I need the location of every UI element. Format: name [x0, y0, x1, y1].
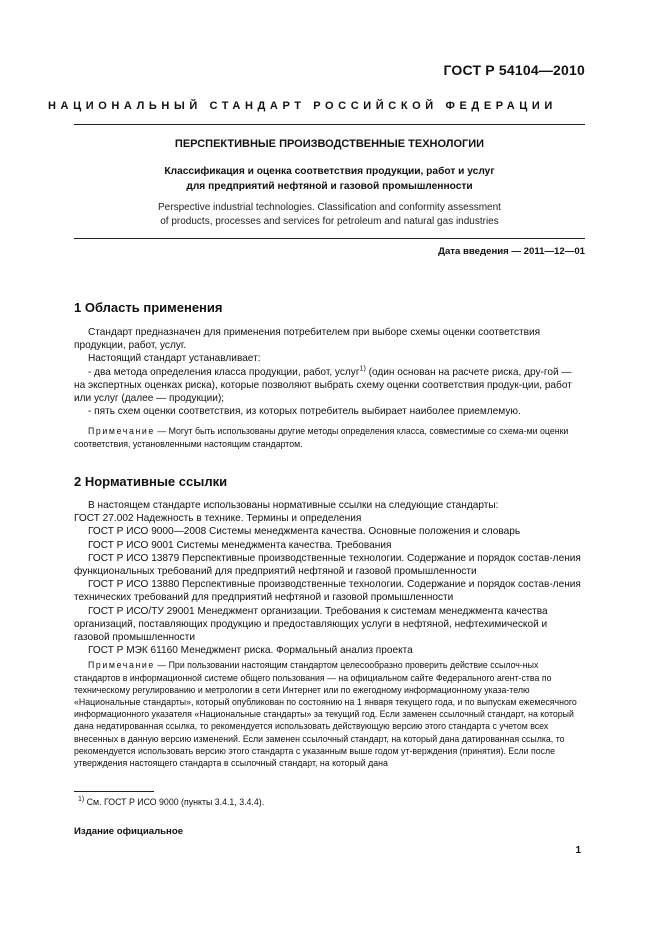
- section-1-paragraph: Настоящий стандарт устанавливает:: [88, 353, 261, 365]
- note-label: Примечание: [88, 660, 155, 671]
- english-title-line-2: of products, processes and services for petroleum and natural gas industries: [160, 216, 499, 227]
- reference-item: ГОСТ Р ИСО/ТУ 29001 Менеджмент организации. Требования к системам менеджмента качества организаций, поставляющих продукцию и предоставляющих услуги в нефтяной, нефтехимической и газовой промышленности: [74, 605, 548, 644]
- footnote-ref: 1): [359, 365, 366, 373]
- section-2-body: [74, 499, 585, 769]
- reference-item: ГОСТ Р ИСО 9000—2008 Системы менеджмента качества. Основные положения и словарь: [88, 526, 521, 538]
- english-title: [74, 201, 585, 229]
- reference-item: ГОСТ Р ИСО 13880 Перспективные производственные технологии. Содержание и порядок состав-ления технических требований для предприятий нефтяной и газовой промышленности: [74, 579, 581, 604]
- introduction-date: Дата введения — 2011—12—01: [438, 246, 585, 257]
- footnote-marker: 1): [78, 796, 85, 804]
- standard-number: ГОСТ Р 54104—2010: [443, 62, 585, 78]
- document-title: ПЕРСПЕКТИВНЫЕ ПРОИЗВОДСТВЕННЫЕ ТЕХНОЛОГИИ: [174, 138, 485, 150]
- national-standard-banner: НАЦИОНАЛЬНЫЙ СТАНДАРТ РОССИЙСКОЙ ФЕДЕРАЦИИ: [48, 100, 557, 112]
- footnote-text: См. ГОСТ Р ИСО 9000 (пункты 3.4.1, 3.4.4).: [84, 797, 265, 807]
- section-2-heading: 2 Нормативные ссылки: [74, 474, 228, 489]
- footnote-rule: [74, 791, 154, 792]
- document-subtitle: [74, 164, 585, 194]
- list-item-text: (один основан на расчете риска, дру-гой — на экспертных оценках риска), которые позволяют выбрать схему оценки соответствия продук-ции, работ или услуг (далее — продукции);: [74, 366, 572, 405]
- subtitle-line-1: Классификация и оценка соответствия продукции, работ и услуг: [164, 166, 495, 177]
- english-title-line-1: Perspective industrial technologies. Classification and conformity assessment: [158, 202, 501, 213]
- list-item-text: - два метода определения класса продукции, работ, услуг: [88, 366, 360, 378]
- section-1-paragraph: Стандарт предназначен для применения потребителем при выборе схемы оценки соответствия продукции, работ, услуг.: [74, 327, 541, 352]
- title-rule: [74, 238, 585, 239]
- note-text: — Могут быть использованы другие методы определения класса, совместимые со схема-ми оценки соответствия, установленными настоящим стандартом.: [74, 426, 569, 449]
- reference-item: ГОСТ Р МЭК 61160 Менеджмент риска. Формальный анализ проекта: [88, 645, 413, 657]
- reference-item: ГОСТ Р ИСО 9001 Системы менеджмента качества. Требования: [88, 539, 392, 551]
- footnote: [78, 797, 264, 807]
- edition-label: Издание официальное: [74, 826, 184, 837]
- note-label: Примечание: [88, 426, 155, 437]
- note-text: — При пользовании настоящим стандартом целесообразно проверить действие ссылоч-ных стандартов в информационной системе общего пользования — на официальном сайте Федерального агент-ства по техническому регулированию и метрологии в сети Интернет или по ежегодному информационному указа-телю «Национальные стандарты», который опубликован по состоянию на 1 января текущего года, и по выпускам ежемесячного информационного указателя «Национальные стандарты» за текущий год. Если заменен ссылочный стандарт, на который дана недатированная ссылка, то рекомендуется использовать действующую версию этого стандарта с учетом всех внесенных в данную версию изменений. Если заменен ссылочный стандарт, на который дана датированная ссылка, то рекомендуется использовать версию этого стандарта с указанным выше годом ут-верждения (принятия). Если после утверждения настоящего стандарта в ссылочный стандарт, на который дана: [74, 660, 577, 769]
- section-1-heading: 1 Область применения: [74, 300, 223, 315]
- section-2-paragraph: В настоящем стандарте использованы нормативные ссылки на следующие стандарты:: [88, 500, 499, 511]
- section-1-list-item: - пять схем оценки соответствия, из которых потребитель выбирает наиболее приемлемую.: [88, 406, 521, 418]
- subtitle-line-2: для предприятий нефтяной и газовой промышленности: [186, 181, 473, 192]
- section-2-note: [74, 659, 585, 769]
- top-rule: [74, 124, 585, 125]
- page-number: 1: [575, 845, 581, 856]
- section-1-list-item: [74, 366, 585, 406]
- reference-item: ГОСТ Р ИСО 13879 Перспективные производственные технологии. Содержание и порядок состав-ления функциональных требований для предприятий нефтяной и газовой промышленности: [74, 552, 581, 578]
- section-1-body: [74, 326, 585, 450]
- section-1-note: [74, 425, 585, 449]
- reference-item: ГОСТ 27.002 Надежность в технике. Термины и определения: [74, 513, 362, 525]
